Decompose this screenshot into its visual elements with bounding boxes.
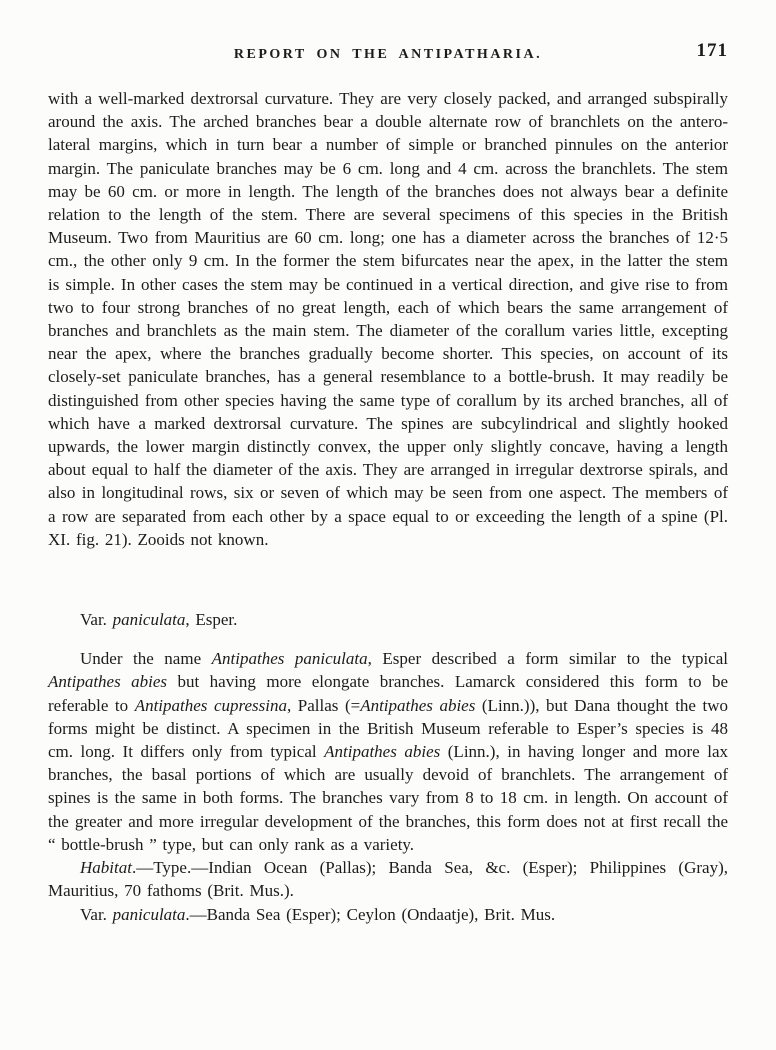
paragraph-species-description: with a well-marked dextrorsal curvature. They are very closely packed, and arranged subspirally around the axis. The arched branches bear a double alternate row of branchlets on the antero-lateral margins, which in turn bear a number of simple or branched pinnules on the anterior margin. The paniculate branches may be 6 cm. long and 4 cm. across the branchlets. The stem may be 60 cm. or more in length. The length of the branches does not always bear a definite relation to the length of the stem. There are several specimens of this species in the British Museum. Two from Mauritius are 60 cm. long; one has a diameter across the branches of 12·5 cm., the other only 9 cm. In the former the stem bifurcates near the apex, in the latter the stem is simple. In other cases the stem may be continued in a vertical direction, and give rise to from two to four strong branches of no great length, each of which bears the same arrangement of branches and branchlets as the main stem. The diameter of the corallum varies little, excepting near the apex, where the branches gradually become shorter. This species, on account of its closely-set paniculate branches, has a general resemblance to a bottle-brush. It may readily be distinguished from other species having the same type of corallum by its arched branches, all of which have a marked dextrorsal curvature. The spines are subcylindrical and slightly hooked upwards, the lower margin distinctly convex, the upper only slightly concave, having a length about equal to half the diameter of the axis. They are arranged in irregular dextrorse spirals, and also in longitudinal rows, six or seven of which may be seen from one aspect. The members of a row are separated from each other by a space equal to or exceeding the length of a spine (Pl. XI. fig. 21). Zooids not known. bbox=[48, 89, 728, 549]
running-title: REPORT ON THE ANTIPATHARIA. bbox=[233, 47, 543, 62]
variety-heading: Var. paniculata, Esper. bbox=[80, 610, 238, 630]
text-block bbox=[48, 87, 728, 926]
paragraph-var-paniculata-habitat: Var. paniculata.—Banda Sea (Esper); Ceylon (Ondaatje), Brit. Mus. bbox=[80, 904, 556, 924]
page-number: 171 bbox=[696, 40, 728, 61]
paragraph-variety-description: Under the name Antipathes paniculata, Esper described a form similar to the typical Antipathes abies but having more elongate branches. Lamarck considered this form to be referable to Antipathes cupressina, Pallas (=Antipathes abies (Linn.)), but Dana thought the two forms might be distinct. A specimen in the British Museum referable to Esper’s species is 48 cm. long. It differs only from typical Antipathes abies (Linn.), in having longer and more lax branches, the basal portions of which are usually devoid of branchlets. The arrangement of spines is the same in both forms. The branches vary from 8 to 18 cm. in length. On account of the greater and more irregular development of the branches, this form does not at first recall the “ bottle-brush ” type, but can only rank as a variety. bbox=[48, 649, 729, 854]
paragraph-habitat: Habitat.—Type.—Indian Ocean (Pallas); Banda Sea, &c. (Esper); Philippines (Gray), Mauritius, 70 fathoms (Brit. Mus.). bbox=[48, 858, 728, 901]
page-header bbox=[48, 40, 728, 63]
